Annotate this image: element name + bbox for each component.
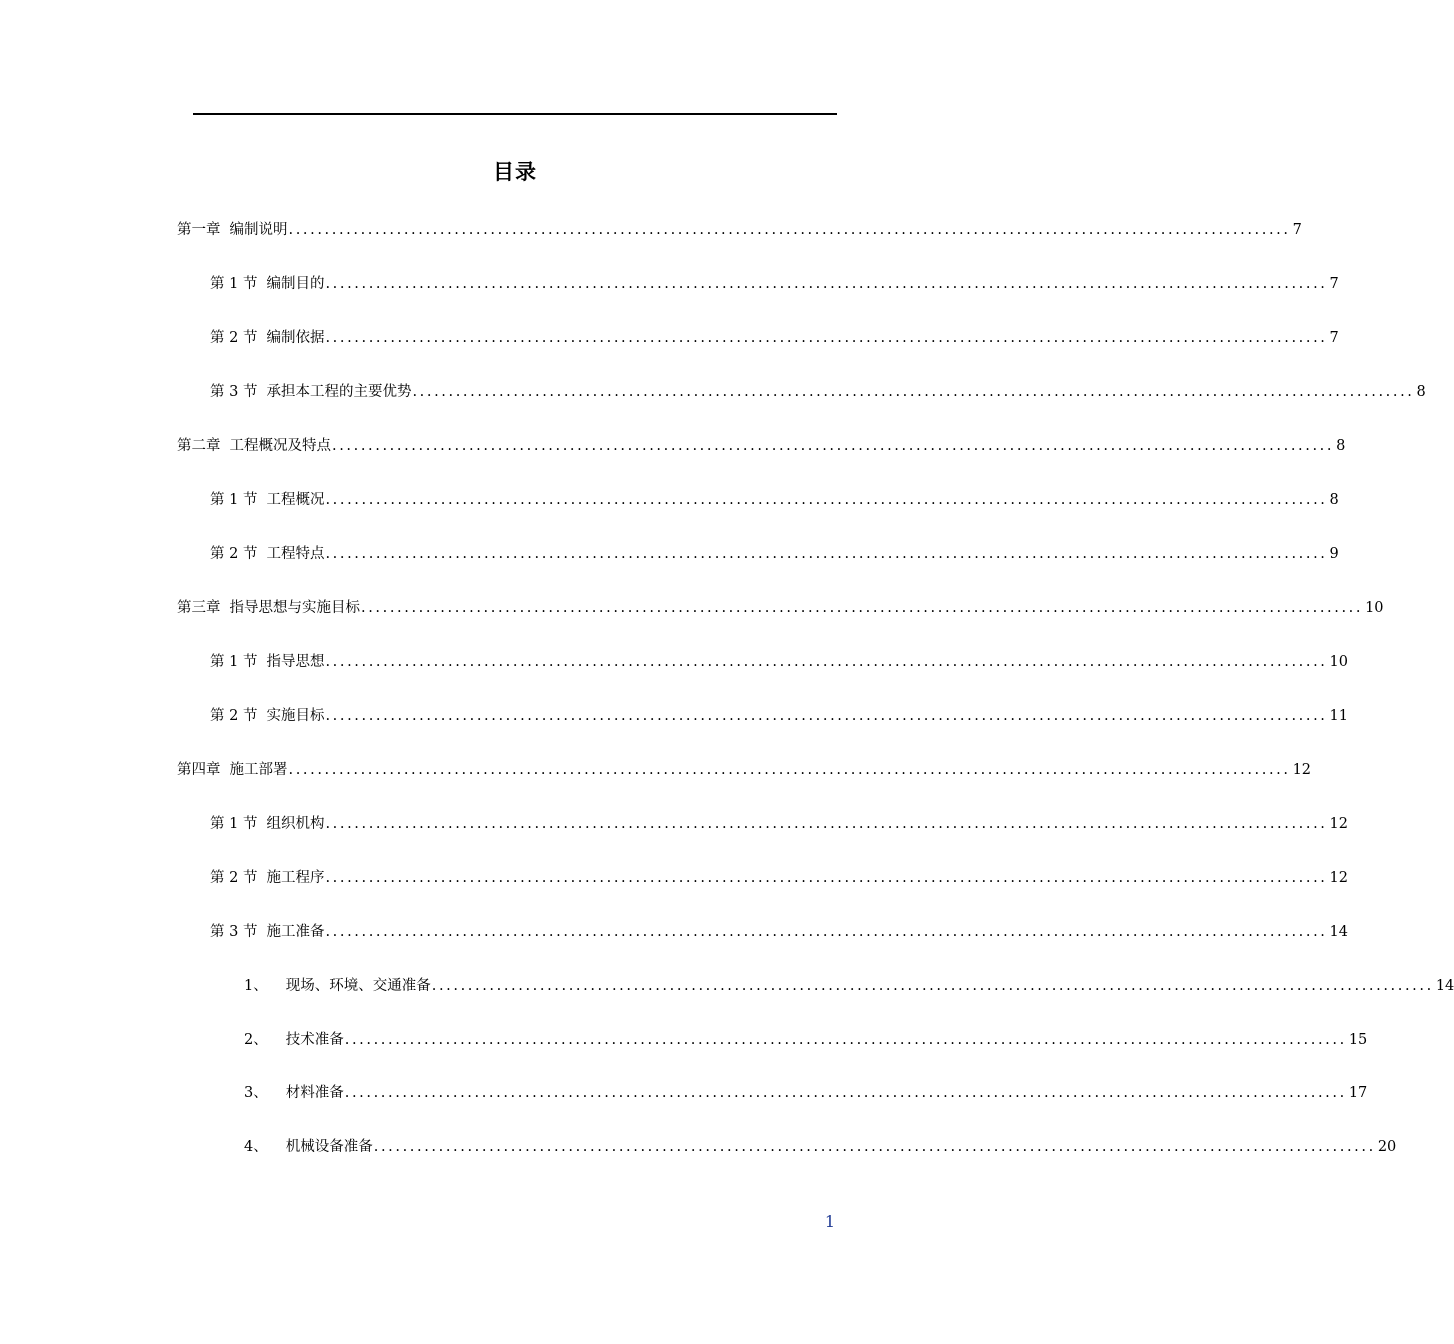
dot-leader: ........................................................................................................................................... [288,762,1291,778]
toc-entry-page: 8 [1416,384,1426,400]
toc-entry-page: 14 [1435,978,1454,994]
toc-entry-item-4-3-1[interactable] [244,975,1454,997]
toc-entry-number: 第 1 节 [210,492,258,508]
toc-entry-page: 7 [1292,222,1302,238]
toc-entry-section-1-1[interactable] [210,273,1339,295]
toc-entry-number: 2、 [244,1032,268,1048]
toc-entry-chapter-3[interactable] [177,597,1384,619]
toc-entry-title: 工程特点 [266,546,325,562]
dot-leader: ........................................................................................................................................... [325,924,1328,940]
toc-entry-page: 12 [1329,870,1348,886]
toc-entry-title: 施工准备 [266,924,325,940]
toc-entry-title: 指导思想 [266,654,325,670]
toc-entry-item-4-3-4[interactable] [244,1136,1397,1158]
toc-entry-number: 第 1 节 [210,276,258,292]
dot-leader: ........................................................................................................................................... [344,1085,1347,1101]
toc-entry-number: 第 2 节 [210,546,258,562]
toc-entry-number: 3、 [244,1085,268,1101]
toc-entry-section-1-2[interactable] [210,327,1339,349]
toc-entry-number: 第四章 [177,762,221,778]
toc-entry-number: 第三章 [177,600,221,616]
toc-entry-title: 工程概况及特点 [229,438,331,454]
toc-entry-section-3-2[interactable] [210,705,1348,727]
toc-entry-title: 工程概况 [266,492,325,508]
dot-leader: ........................................................................................................................................... [332,438,1335,454]
toc-entry-chapter-4[interactable] [177,759,1312,781]
toc-entry-chapter-1[interactable] [177,219,1302,241]
toc-entry-page: 12 [1292,762,1312,778]
toc-entry-page: 20 [1377,1139,1397,1155]
toc-entry-page: 9 [1329,546,1339,562]
toc-entry-section-2-1[interactable] [210,489,1339,511]
toc-entry-number: 第 3 节 [210,924,258,940]
toc-entry-section-4-3[interactable] [210,921,1348,943]
toc-entry-page: 10 [1329,654,1348,670]
toc-entry-number: 第 2 节 [210,870,258,886]
toc-entry-page: 12 [1329,816,1348,832]
dot-leader: ........................................................................................................................................... [325,546,1328,562]
toc-entry-number: 4、 [244,1139,268,1155]
toc-entry-page: 10 [1365,600,1384,616]
toc-entry-title: 机械设备准备 [285,1139,373,1155]
toc-entry-title: 指导思想与实施目标 [229,600,360,616]
dot-leader: ........................................................................................................................................... [325,492,1328,508]
toc-entry-title: 实施目标 [266,708,325,724]
header-rule [193,113,837,115]
toc-entry-page: 7 [1329,330,1339,346]
toc-entry-item-4-3-2[interactable] [244,1029,1368,1051]
toc-entry-page: 11 [1329,708,1348,724]
toc-entry-title: 现场、环境、交通准备 [285,978,431,994]
toc-entry-number: 第 2 节 [210,708,258,724]
toc-entry-title: 材料准备 [285,1085,344,1101]
dot-leader: ........................................................................................................................................... [325,276,1328,292]
toc-entry-page: 7 [1329,276,1339,292]
toc-entry-number: 第 1 节 [210,816,258,832]
dot-leader: ........................................................................................................................................... [325,708,1328,724]
toc-entry-section-3-1[interactable] [210,651,1348,673]
toc-entry-title: 编制依据 [266,330,325,346]
toc-entry-section-4-2[interactable] [210,867,1348,889]
toc-entry-title: 组织机构 [266,816,325,832]
toc-entry-number: 第一章 [177,222,221,238]
toc-entry-title: 编制说明 [229,222,288,238]
toc-entry-title: 施工部署 [229,762,288,778]
dot-leader: ........................................................................................................................................... [373,1139,1376,1155]
toc-entry-number: 第二章 [177,438,221,454]
dot-leader: ........................................................................................................................................... [288,222,1291,238]
toc-entry-number: 第 3 节 [210,384,258,400]
page-number: 1 [824,1212,836,1231]
toc-entry-section-2-2[interactable] [210,543,1339,565]
toc-entry-item-4-3-3[interactable] [244,1082,1368,1104]
dot-leader: ........................................................................................................................................... [431,978,1434,994]
dot-leader: ........................................................................................................................................... [344,1032,1347,1048]
toc-entry-page: 8 [1329,492,1339,508]
toc-entry-title: 编制目的 [266,276,325,292]
toc-entry-page: 17 [1348,1085,1368,1101]
toc-entry-title: 技术准备 [285,1032,344,1048]
toc-entry-page: 8 [1336,438,1346,454]
dot-leader: ........................................................................................................................................... [325,330,1328,346]
toc-entry-page: 15 [1348,1032,1368,1048]
dot-leader: ........................................................................................................................................... [361,600,1364,616]
toc-entry-chapter-2[interactable] [177,435,1346,457]
toc-entry-number: 第 1 节 [210,654,258,670]
toc-entry-page: 14 [1329,924,1348,940]
toc-title: 目录 [493,160,537,184]
dot-leader: ........................................................................................................................................... [325,816,1328,832]
toc-entry-title: 施工程序 [266,870,325,886]
toc-entry-number: 1、 [244,978,268,994]
toc-entry-title: 承担本工程的主要优势 [266,384,412,400]
toc-entry-section-4-1[interactable] [210,813,1348,835]
toc-entry-number: 第 2 节 [210,330,258,346]
dot-leader: ........................................................................................................................................... [325,870,1328,886]
toc-entry-section-1-3[interactable] [210,381,1426,403]
dot-leader: ........................................................................................................................................... [325,654,1328,670]
dot-leader: ........................................................................................................................................... [412,384,1415,400]
